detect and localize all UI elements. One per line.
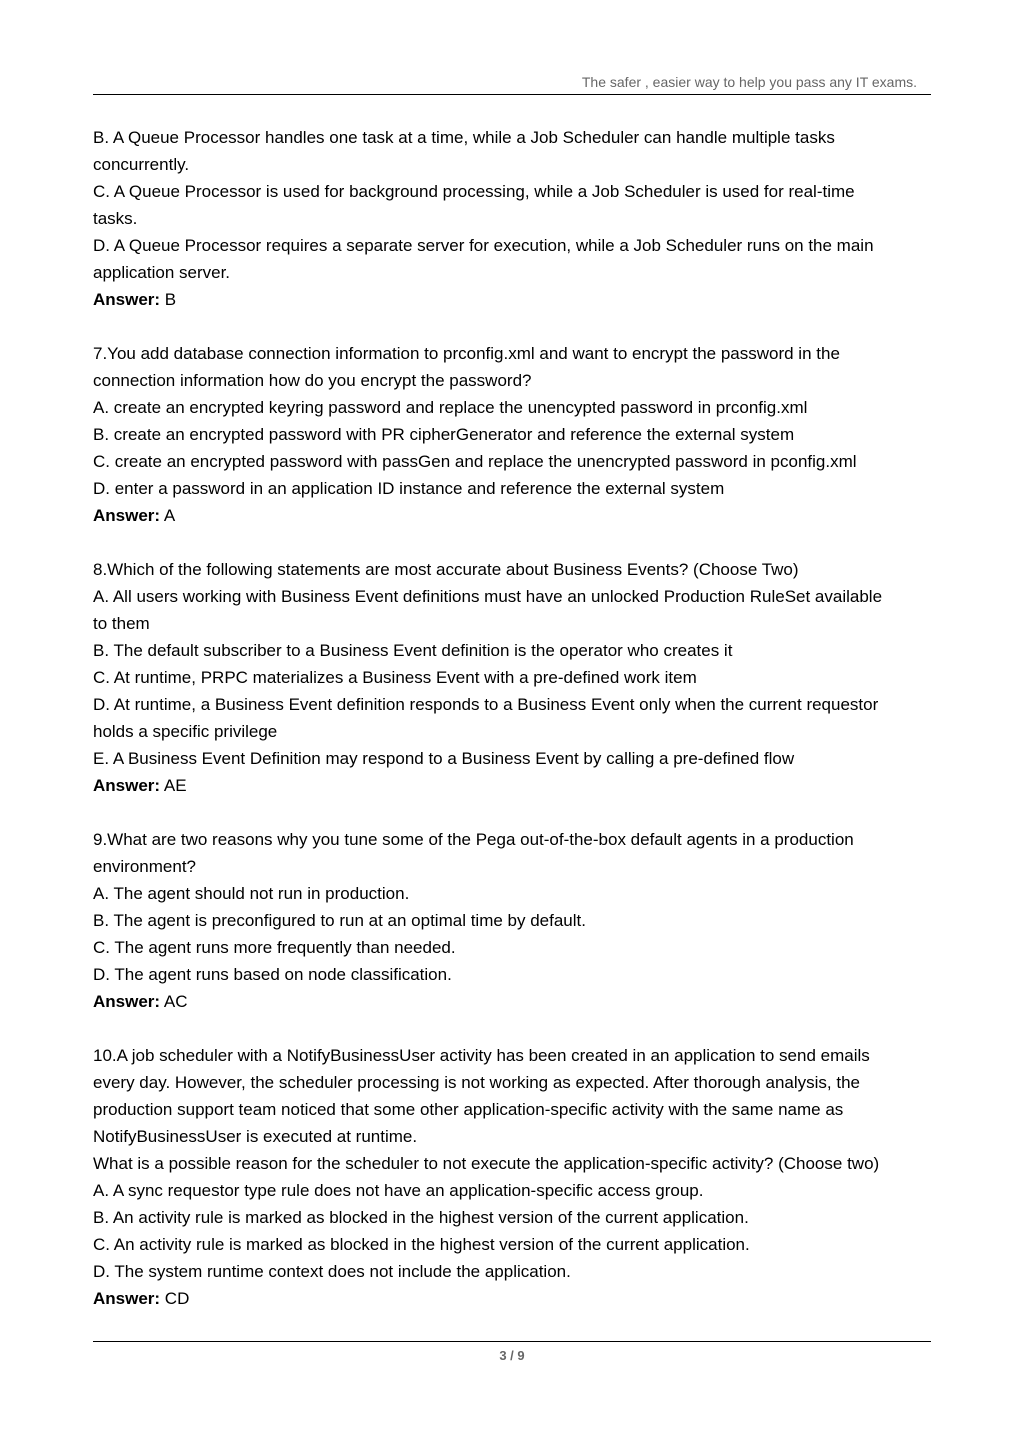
answer-value: AE xyxy=(160,776,187,795)
document-body xyxy=(93,124,933,1312)
question-text: environment? xyxy=(93,857,197,876)
option-c: C. create an encrypted password with passGen and replace the unencrypted password in pconfig.xml xyxy=(93,452,857,471)
answer-line xyxy=(93,502,933,529)
question-text: What is a possible reason for the scheduler to not execute the application-specific activity? (Choose two) xyxy=(93,1154,880,1173)
question-block xyxy=(93,340,933,529)
answer-label: Answer: xyxy=(93,992,161,1011)
answer-value: B xyxy=(160,290,177,309)
question-text: every day. However, the scheduler processing is not working as expected. After thorough analysis, the xyxy=(93,1073,860,1092)
option-a: A. The agent should not run in production. xyxy=(93,884,410,903)
answer-value: CD xyxy=(160,1289,190,1308)
question-block xyxy=(93,826,933,1015)
question-text: production support team noticed that some other application-specific activity with the same name as xyxy=(93,1100,844,1119)
answer-value: AC xyxy=(160,992,188,1011)
option-d: D. At runtime, a Business Event definition responds to a Business Event only when the current requestor xyxy=(93,695,879,714)
option-a: to them xyxy=(93,614,150,633)
answer-line xyxy=(93,988,933,1015)
option-d: D. enter a password in an application ID instance and reference the external system xyxy=(93,479,725,498)
header-tagline: The safer , easier way to help you pass any IT exams. xyxy=(581,74,917,90)
question-block xyxy=(93,1042,933,1312)
answer-line xyxy=(93,1285,933,1312)
answer-value: A xyxy=(160,506,176,525)
answer-label: Answer: xyxy=(93,506,161,525)
question-text: 7.You add database connection information to prconfig.xml and want to encrypt the password in the xyxy=(93,344,840,363)
option-d: D. The system runtime context does not include the application. xyxy=(93,1262,571,1281)
page-footer xyxy=(93,1341,931,1363)
answer-line xyxy=(93,286,933,313)
answer-label: Answer: xyxy=(93,290,161,309)
option-b: B. The default subscriber to a Business Event definition is the operator who creates it xyxy=(93,641,733,660)
option-c: C. The agent runs more frequently than needed. xyxy=(93,938,456,957)
question-text: 9.What are two reasons why you tune some of the Pega out-of-the-box default agents in a production xyxy=(93,830,854,849)
text-line: B. A Queue Processor handles one task at a time, while a Job Scheduler can handle multiple tasks xyxy=(93,128,835,147)
question-text: 8.Which of the following statements are most accurate about Business Events? (Choose Two) xyxy=(93,560,799,579)
answer-line xyxy=(93,772,933,799)
page-number: 3 / 9 xyxy=(499,1348,525,1363)
text-line: C. A Queue Processor is used for background processing, while a Job Scheduler is used for real-time xyxy=(93,182,855,201)
option-b: B. An activity rule is marked as blocked in the highest version of the current application. xyxy=(93,1208,749,1227)
question-text: 10.A job scheduler with a NotifyBusinessUser activity has been created in an application to send emails xyxy=(93,1046,870,1065)
option-b: B. The agent is preconfigured to run at an optimal time by default. xyxy=(93,911,586,930)
option-a: A. create an encrypted keyring password and replace the unencypted password in prconfig.xml xyxy=(93,398,808,417)
text-line: D. A Queue Processor requires a separate server for execution, while a Job Scheduler runs on the main xyxy=(93,236,874,255)
answer-label: Answer: xyxy=(93,776,161,795)
text-line: tasks. xyxy=(93,209,138,228)
option-a: A. All users working with Business Event definitions must have an unlocked Production RuleSet available xyxy=(93,587,883,606)
option-d: holds a specific privilege xyxy=(93,722,278,741)
option-a: A. A sync requestor type rule does not have an application-specific access group. xyxy=(93,1181,704,1200)
text-line: concurrently. xyxy=(93,155,190,174)
answer-label: Answer: xyxy=(93,1289,161,1308)
question-text: connection information how do you encrypt the password? xyxy=(93,371,532,390)
question-block xyxy=(93,124,933,313)
page-header xyxy=(93,72,931,95)
option-c: C. An activity rule is marked as blocked in the highest version of the current application. xyxy=(93,1235,750,1254)
option-e: E. A Business Event Definition may respond to a Business Event by calling a pre-defined flow xyxy=(93,749,795,768)
question-block xyxy=(93,556,933,799)
text-line: application server. xyxy=(93,263,231,282)
option-b: B. create an encrypted password with PR cipherGenerator and reference the external system xyxy=(93,425,795,444)
option-c: C. At runtime, PRPC materializes a Business Event with a pre-defined work item xyxy=(93,668,697,687)
option-d: D. The agent runs based on node classification. xyxy=(93,965,452,984)
question-text: NotifyBusinessUser is executed at runtime. xyxy=(93,1127,418,1146)
